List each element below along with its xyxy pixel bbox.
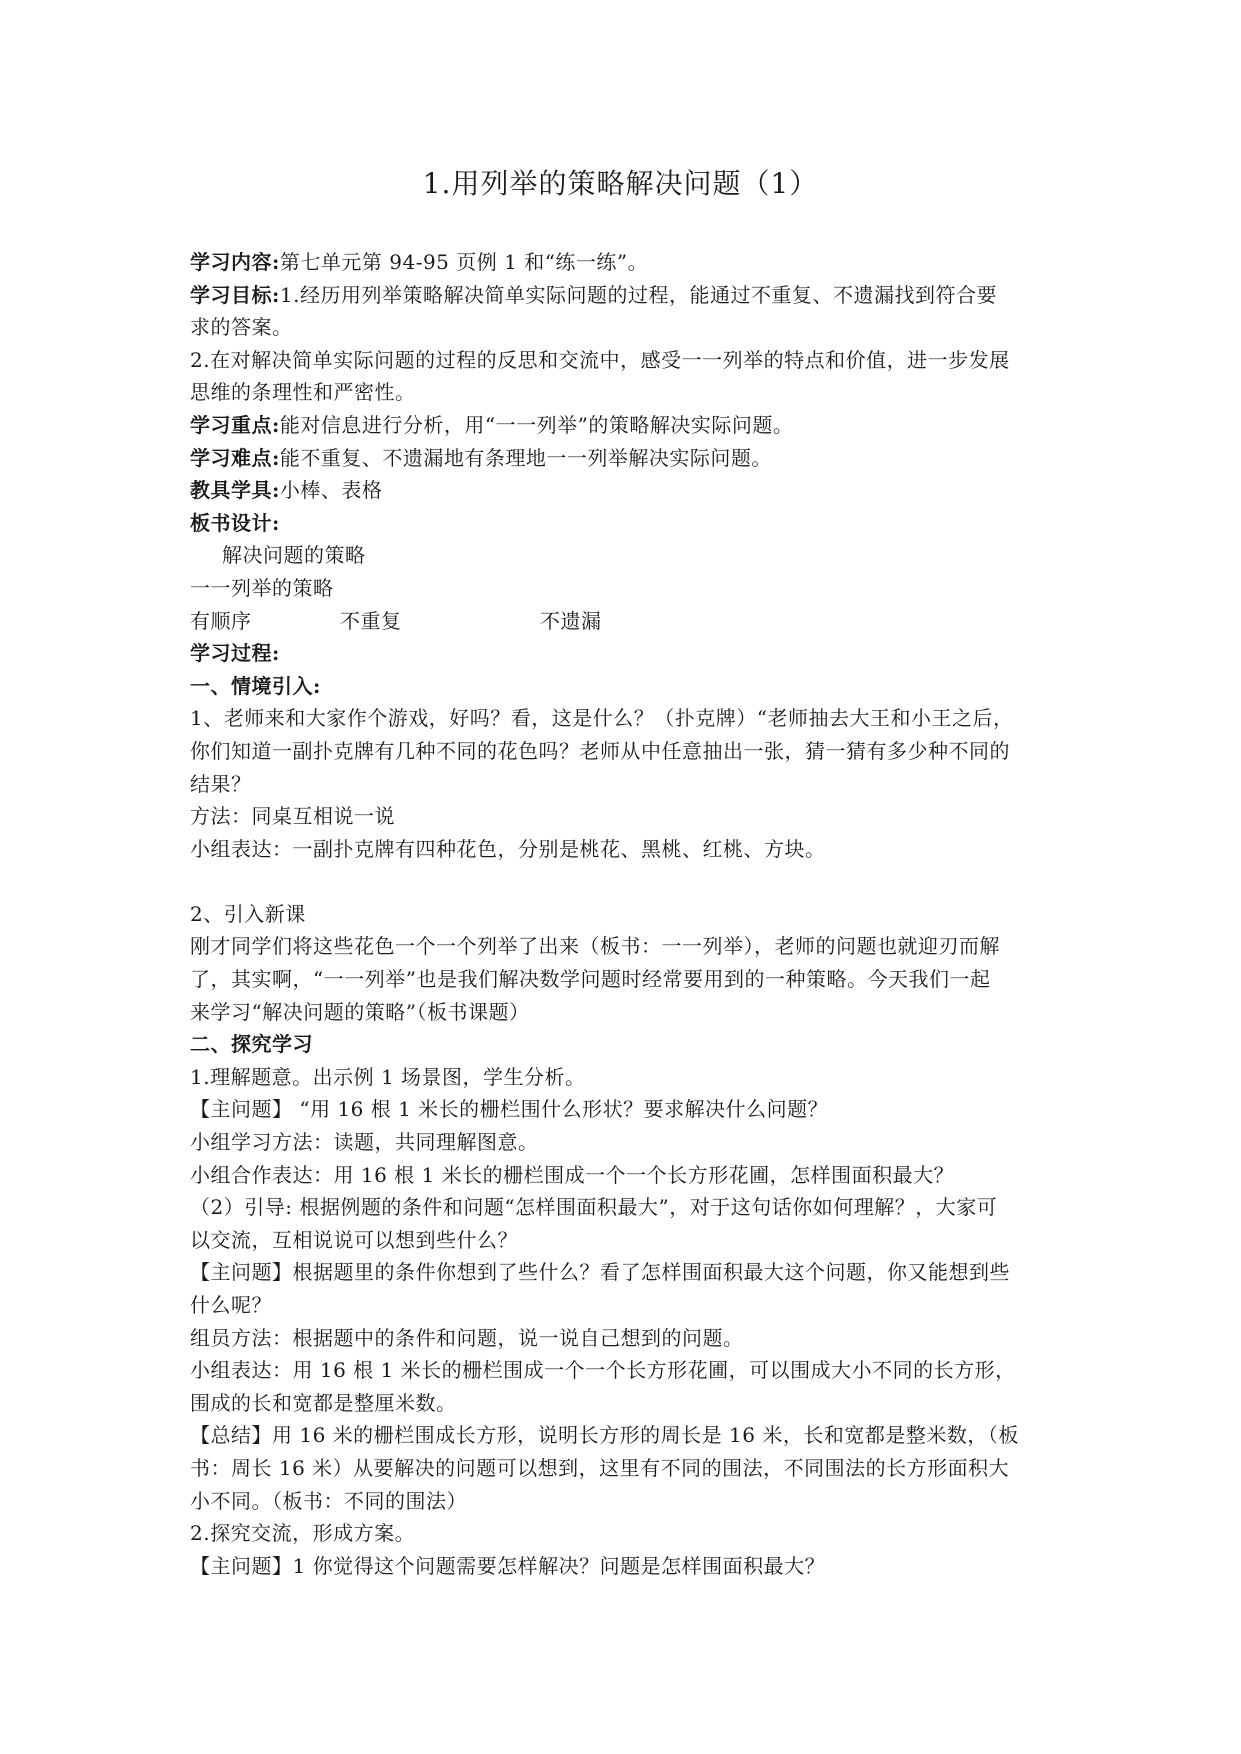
board-col-1: 有顺序 — [190, 608, 252, 633]
goals-line-3: 2.在对解决简单实际问题的过程的反思和交流中，感受一一列举的特点和价值，进一步发展 — [190, 347, 1010, 372]
board-col-3: 不遗漏 — [540, 608, 602, 633]
section2-line: 【主问题】1 你觉得这个问题需要怎样解决？问题是怎样围面积最大？ — [190, 1553, 826, 1578]
board-col-2: 不重复 — [340, 608, 402, 633]
process-label: 学习过程: — [190, 641, 280, 666]
difficulty-line — [190, 442, 1056, 475]
difficulty-label: 学习难点: — [190, 445, 280, 470]
section1-p2-title: 2、引入新课 — [190, 901, 306, 926]
content-line — [190, 246, 1056, 279]
page-title: 1.用列举的策略解决问题（1） — [422, 167, 819, 200]
section2-line: 小组学习方法：读题，共同理解图意。 — [190, 1130, 539, 1155]
section2-line: 小不同。（板书：不同的围法） — [190, 1488, 467, 1513]
document-body — [190, 246, 1056, 1582]
key-point-label: 学习重点: — [190, 412, 280, 437]
goals-line-4: 思维的条理性和严密性。 — [190, 380, 416, 405]
goals-label: 学习目标: — [190, 282, 280, 307]
content-text: 第七单元第 94-95 页例 1 和“练一练”。 — [279, 250, 649, 274]
section1-p1-line1: 1、老师来和大家作个游戏，好吗？看，这是什么？（扑克牌）“老师抽去大王和小王之后， — [190, 706, 1014, 731]
section2-line: 【主问题】根据题里的条件你想到了些什么？看了怎样围面积最大这个问题，你又能想到些 — [190, 1260, 1010, 1285]
content-label: 学习内容: — [190, 250, 280, 274]
section1-group: 小组表达：一副扑克牌有四种花色，分别是桃花、黑桃、红桃、方块。 — [190, 836, 826, 861]
section2-line: 以交流，互相说说可以想到些什么？ — [190, 1227, 518, 1252]
key-point-line — [190, 409, 1056, 442]
tools-text: 小棒、表格 — [279, 478, 383, 503]
difficulty-text: 能不重复、不遗漏地有条理地一一列举解决实际问题。 — [279, 445, 772, 470]
section2-line: （2）引导: 根据例题的条件和问题“怎样围面积最大”，对于这句话你如何理解？，大家可 — [190, 1195, 998, 1220]
section1-p2-line3: 来学习“解决问题的策略”（板书课题） — [190, 999, 530, 1024]
goals-line-1 — [190, 279, 1056, 312]
goals-text-1: 1.经历用列举策略解决简单实际问题的过程，能通过不重复、不遗漏找到符合要 — [279, 282, 997, 307]
section2-line: 组员方法：根据题中的条件和问题，说一说自己想到的问题。 — [190, 1325, 744, 1350]
section2-line: 什么呢？ — [190, 1293, 272, 1317]
section1-p1-line3: 结果？ — [190, 771, 252, 796]
section2-line: 书：周长 16 米）从要解决的问题可以想到，这里有不同的围法，不同围法的长方形面积大 — [190, 1455, 1010, 1480]
section2-line: 围成的长和宽都是整厘米数。 — [190, 1390, 457, 1415]
section1-p2-line2: 了，其实啊，“一一列举”也是我们解决数学问题时经常要用到的一种策略。今天我们一起 — [190, 967, 991, 992]
section2-line: 2.探究交流，形成方案。 — [190, 1521, 416, 1546]
section1-heading: 一、情境引入: — [190, 673, 321, 698]
tools-line — [190, 474, 1056, 507]
section2-line: 【总结】用 16 米的栅栏围成长方形，说明长方形的周长是 16 米，长和宽都是整米数，（板 — [190, 1423, 1019, 1448]
board-line-1: 解决问题的策略 — [222, 543, 366, 568]
tools-label: 教具学具: — [190, 478, 280, 503]
section2-heading: 二、探究学习 — [190, 1032, 313, 1057]
key-point-text: 能对信息进行分析，用“一一列举”的策略解决实际问题。 — [279, 412, 794, 437]
section2-line: 1.理解题意。出示例 1 场景图，学生分析。 — [190, 1064, 586, 1089]
goals-line-2: 求的答案。 — [190, 315, 293, 340]
section2-line: 【主问题】 “用 16 根 1 米长的栅栏围什么形状？要求解决什么问题？ — [190, 1097, 829, 1122]
board-line-2: 一一列举的策略 — [190, 575, 334, 600]
board-columns — [190, 605, 1056, 638]
section1-p1-line2: 你们知道一副扑克牌有几种不同的花色吗？老师从中任意抽出一张，猜一猜有多少种不同的 — [190, 738, 1010, 763]
section2-line: 小组表达：用 16 根 1 米长的栅栏围成一个一个长方形花圃，可以围成大小不同的长方形， — [190, 1358, 1016, 1383]
board-label: 板书设计: — [190, 510, 280, 535]
section2-line: 小组合作表达：用 16 根 1 米长的栅栏围成一个一个长方形花圃，怎样围面积最大？ — [190, 1162, 955, 1187]
section1-method: 方法：同桌互相说一说 — [190, 804, 395, 829]
section1-p2-line1: 刚才同学们将这些花色一个一个列举了出来（板书：一一列举），老师的问题也就迎刃而解 — [190, 934, 1000, 959]
blank-line — [190, 865, 1056, 898]
